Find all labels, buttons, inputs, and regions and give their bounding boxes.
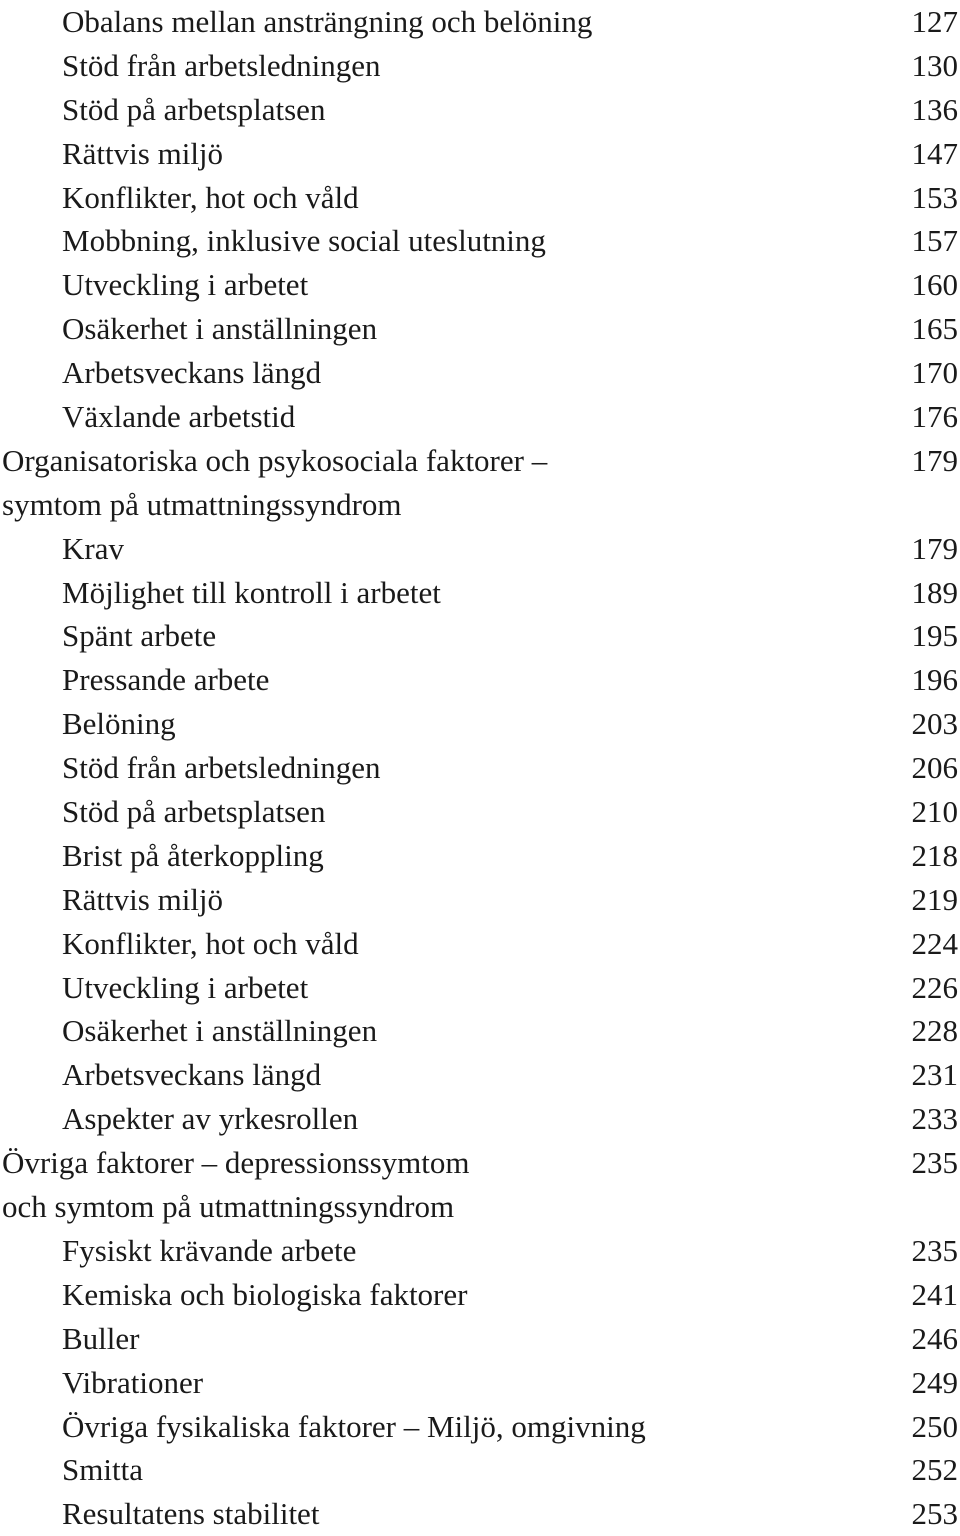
toc-entry-page-number: 153 xyxy=(911,179,958,215)
toc-entry-page-number: 130 xyxy=(911,47,958,83)
toc-entry-page-number: 235 xyxy=(911,1145,958,1181)
toc-entry-title: Mobbning, inklusive social uteslutning xyxy=(62,223,546,259)
toc-entry xyxy=(0,746,960,790)
toc-entry xyxy=(0,527,960,571)
toc-entry xyxy=(0,922,960,966)
toc-entry-title: Organisatoriska och psykosociala faktorer – xyxy=(2,442,548,478)
toc-entry-page-number: 233 xyxy=(911,1101,958,1137)
toc-entry-page-number: 203 xyxy=(911,706,958,742)
toc-entry-page-number: 253 xyxy=(911,1496,958,1532)
toc-entry xyxy=(0,483,960,527)
toc-entry-page-number: 147 xyxy=(911,135,958,171)
toc-entry-title: Smitta xyxy=(62,1452,143,1488)
toc-entry xyxy=(0,176,960,220)
toc-entry-page-number: 195 xyxy=(911,618,958,654)
toc-entry xyxy=(0,1229,960,1273)
toc-entry xyxy=(0,1141,960,1185)
toc-entry-title: Stöd från arbetsledningen xyxy=(62,47,381,83)
toc-entry-page-number: 235 xyxy=(911,1232,958,1268)
toc-entry xyxy=(0,966,960,1010)
toc-entry-page-number: 231 xyxy=(911,1057,958,1093)
toc-entry xyxy=(0,307,960,351)
toc-entry xyxy=(0,395,960,439)
toc-entry-title: Spänt arbete xyxy=(62,618,217,654)
toc-entry-page-number: 170 xyxy=(911,355,958,391)
toc-entry xyxy=(0,1448,960,1492)
toc-entry-title: Övriga fysikaliska faktorer – Miljö, omgivning xyxy=(62,1408,646,1444)
toc-entry-page-number: 219 xyxy=(911,881,958,917)
toc-entry-title: Möjlighet till kontroll i arbetet xyxy=(62,574,441,610)
toc-entry-title: Rättvis miljö xyxy=(62,881,224,917)
toc-entry-page-number: 226 xyxy=(911,969,958,1005)
toc-entry-page-number: 224 xyxy=(911,925,958,961)
toc-entry xyxy=(0,132,960,176)
toc-entry-title: Belöning xyxy=(62,706,176,742)
toc-entry xyxy=(0,790,960,834)
toc-entry xyxy=(0,88,960,132)
toc-entry-title: Stöd på arbetsplatsen xyxy=(62,794,326,830)
toc-entry xyxy=(0,1317,960,1361)
toc-entry-page-number: 246 xyxy=(911,1320,958,1356)
toc-entry-page-number: 252 xyxy=(911,1452,958,1488)
toc-entry-page-number: 206 xyxy=(911,750,958,786)
toc-entry-title: Kemiska och biologiska faktorer xyxy=(62,1276,468,1312)
toc-entry-title: Pressande arbete xyxy=(62,662,270,698)
toc-entry xyxy=(0,834,960,878)
toc-entry xyxy=(0,44,960,88)
toc-entry-page-number: 196 xyxy=(911,662,958,698)
toc-entry xyxy=(0,219,960,263)
toc-entry-page-number: 250 xyxy=(911,1408,958,1444)
toc-entry-title: och symtom på utmattningssyndrom xyxy=(2,1189,455,1225)
toc-entry-page-number: 127 xyxy=(911,4,958,39)
toc-entry-title: Stöd på arbetsplatsen xyxy=(62,91,326,127)
toc-entry xyxy=(0,878,960,922)
toc-entry-page-number: 249 xyxy=(911,1364,958,1400)
toc-entry-title: Aspekter av yrkesrollen xyxy=(62,1101,359,1137)
toc-entry xyxy=(0,1185,960,1229)
toc-entry-page-number: 179 xyxy=(911,442,958,478)
toc-entry-title: Stöd från arbetsledningen xyxy=(62,750,381,786)
toc-entry-title: Vibrationer xyxy=(62,1364,204,1400)
toc-entry-page-number: 241 xyxy=(911,1276,958,1312)
toc-entry-title: Fysiskt krävande arbete xyxy=(62,1232,357,1268)
toc-entry-page-number: 160 xyxy=(911,267,958,303)
toc-entry-title: Konflikter, hot och våld xyxy=(62,925,359,961)
toc-entry xyxy=(0,614,960,658)
toc-entry-title: Arbetsveckans längd xyxy=(62,1057,322,1093)
toc-entry-title: Utveckling i arbetet xyxy=(62,969,309,1005)
toc-entry-page-number: 210 xyxy=(911,794,958,830)
toc-entry xyxy=(0,1009,960,1053)
toc-entry-title: Osäkerhet i anställningen xyxy=(62,311,378,347)
toc-entry xyxy=(0,1097,960,1141)
toc-entry-page-number: 136 xyxy=(911,91,958,127)
toc-entry-page-number: 165 xyxy=(911,311,958,347)
toc-entry-title: Buller xyxy=(62,1320,140,1356)
toc-entry-title: Utveckling i arbetet xyxy=(62,267,309,303)
toc-entry xyxy=(0,702,960,746)
toc-entry-page-number: 157 xyxy=(911,223,958,259)
toc-entry-title: Obalans mellan ansträngning och belöning xyxy=(62,4,593,39)
toc-entry-title: Växlande arbetstid xyxy=(62,399,296,435)
toc-entry-page-number: 189 xyxy=(911,574,958,610)
toc-entry-page-number: 176 xyxy=(911,399,958,435)
toc-entry-title: Övriga faktorer – depressionssymtom xyxy=(2,1145,470,1181)
toc-entry xyxy=(0,263,960,307)
toc-entry-page-number: 228 xyxy=(911,1013,958,1049)
toc-entry-page-number: 179 xyxy=(911,530,958,566)
toc-entry xyxy=(0,658,960,702)
toc-entry-title: Krav xyxy=(62,530,124,566)
toc-entry xyxy=(0,1361,960,1405)
toc-entry xyxy=(0,1273,960,1317)
toc-entry xyxy=(0,1053,960,1097)
toc-entry xyxy=(0,439,960,483)
toc-entry-title: Arbetsveckans längd xyxy=(62,355,322,391)
toc-entry xyxy=(0,1492,960,1536)
toc-entry-title: symtom på utmattningssyndrom xyxy=(2,486,402,522)
toc-entry xyxy=(0,0,960,44)
toc-entry-title: Konflikter, hot och våld xyxy=(62,179,359,215)
toc-entry-title: Resultatens stabilitet xyxy=(62,1496,320,1532)
toc-entry-page-number: 218 xyxy=(911,837,958,873)
toc-entry-title: Osäkerhet i anställningen xyxy=(62,1013,378,1049)
toc-entry-title: Brist på återkoppling xyxy=(62,837,324,873)
toc-entry-title: Rättvis miljö xyxy=(62,135,224,171)
toc-entry xyxy=(0,571,960,615)
toc-entry xyxy=(0,351,960,395)
toc-entry xyxy=(0,1405,960,1449)
